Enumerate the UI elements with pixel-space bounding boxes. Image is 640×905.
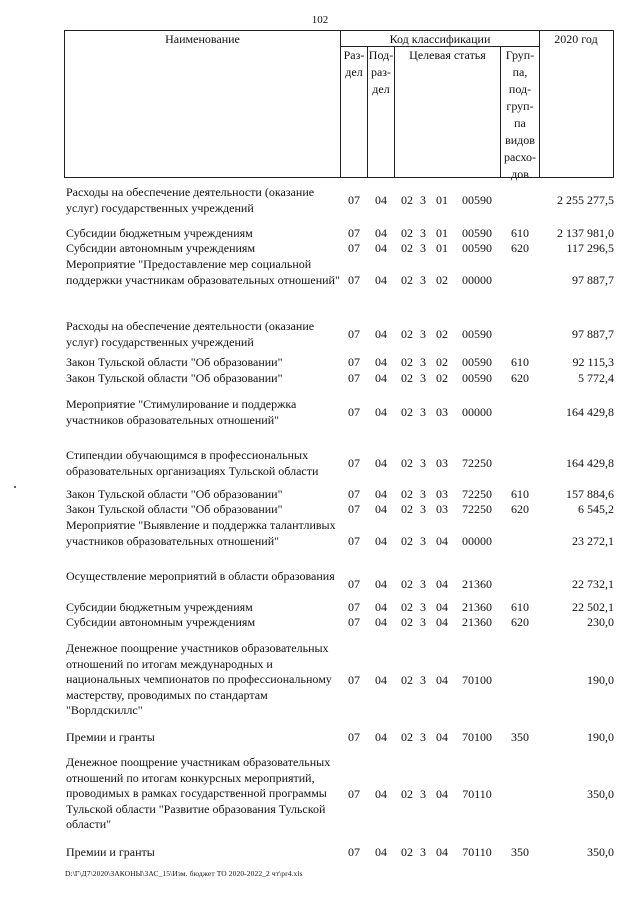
row-amount: 97 887,7	[572, 327, 614, 341]
code-c4: 00590	[462, 193, 492, 207]
row-name: Мероприятие "Выявление и поддержка талантливых участников образовательных отношений"	[66, 518, 336, 548]
table-row	[0, 226, 640, 241]
code-vr: 620	[511, 502, 529, 516]
code-c4: 00590	[462, 241, 492, 255]
code-c4: 00590	[462, 371, 492, 385]
row-amount: 164 429,8	[566, 405, 614, 419]
code-c4: 00590	[462, 226, 492, 240]
code-c4: 00000	[462, 273, 492, 287]
code-c3: 04	[436, 845, 448, 859]
code-c4: 00000	[462, 405, 492, 419]
table-row	[0, 371, 640, 386]
code-vr: 610	[511, 226, 529, 240]
code-pr: 04	[375, 241, 387, 255]
code-c1: 02	[401, 355, 413, 369]
code-c4: 70110	[462, 787, 492, 801]
code-c3: 04	[436, 577, 448, 591]
code-c1: 02	[401, 327, 413, 341]
code-c2: 3	[420, 193, 426, 207]
code-pr: 04	[375, 845, 387, 859]
code-rz: 07	[348, 241, 360, 255]
code-c1: 02	[401, 615, 413, 629]
row-amount: 5 772,4	[578, 371, 614, 385]
code-rz: 07	[348, 615, 360, 629]
code-c3: 04	[436, 615, 448, 629]
row-amount: 6 545,2	[578, 502, 614, 516]
code-c3: 01	[436, 241, 448, 255]
code-c3: 04	[436, 534, 448, 548]
row-name: Субсидии бюджетным учреждениям	[66, 600, 253, 614]
code-c3: 03	[436, 502, 448, 516]
code-c3: 04	[436, 787, 448, 801]
code-c1: 02	[401, 600, 413, 614]
code-c1: 02	[401, 273, 413, 287]
code-c3: 03	[436, 487, 448, 501]
code-pr: 04	[375, 273, 387, 287]
code-c2: 3	[420, 456, 426, 470]
code-c2: 3	[420, 487, 426, 501]
row-amount: 230,0	[587, 615, 614, 629]
table-row	[0, 355, 640, 370]
code-c1: 02	[401, 845, 413, 859]
code-vr: 610	[511, 355, 529, 369]
code-c2: 3	[420, 673, 426, 687]
code-pr: 04	[375, 327, 387, 341]
code-vr: 610	[511, 487, 529, 501]
row-amount: 190,0	[587, 673, 614, 687]
code-vr: 350	[511, 730, 529, 744]
row-amount: 22 732,1	[572, 577, 614, 591]
code-c3: 01	[436, 193, 448, 207]
code-pr: 04	[375, 193, 387, 207]
table-row	[0, 185, 640, 216]
row-amount: 2 255 277,5	[557, 193, 614, 207]
header-group: Груп- па, под- груп- па видов расхо- дов	[503, 48, 537, 181]
header-target: Целевая статья	[409, 48, 486, 62]
code-c2: 3	[420, 577, 426, 591]
code-rz: 07	[348, 502, 360, 516]
code-c3: 03	[436, 405, 448, 419]
table-row	[0, 845, 640, 860]
row-name: Мероприятие "Предоставление мер социальной поддержки участникам образовательных отношений"	[66, 257, 340, 287]
row-amount: 157 884,6	[566, 487, 614, 501]
code-c2: 3	[420, 273, 426, 287]
header-year: 2020 год	[554, 32, 598, 46]
code-c3: 01	[436, 226, 448, 240]
row-name: Субсидии бюджетным учреждениям	[66, 226, 253, 240]
code-c2: 3	[420, 615, 426, 629]
code-c4: 21360	[462, 615, 492, 629]
row-name: Мероприятие "Стимулирование и поддержка участников образовательных отношений"	[66, 397, 297, 427]
code-c4: 70110	[462, 845, 492, 859]
code-vr: 620	[511, 371, 529, 385]
code-c2: 3	[420, 371, 426, 385]
code-c3: 02	[436, 327, 448, 341]
code-pr: 04	[375, 405, 387, 419]
code-c1: 02	[401, 534, 413, 548]
code-c1: 02	[401, 502, 413, 516]
row-amount: 97 887,7	[572, 273, 614, 287]
row-name: Субсидии автономным учреждениям	[66, 615, 256, 629]
code-rz: 07	[348, 673, 360, 687]
code-pr: 04	[375, 355, 387, 369]
code-vr: 620	[511, 241, 529, 255]
code-rz: 07	[348, 226, 360, 240]
table-row	[0, 397, 640, 428]
row-name: Денежное поощрение участникам образовательных отношений по итогам конкурсных мероприятий, проводимых в рамках государственной программы Тульской области "Развитие образования Тульской области"	[66, 755, 331, 832]
header-name: Наименование	[165, 32, 240, 46]
row-amount: 22 502,1	[572, 600, 614, 614]
row-name: Расходы на обеспечение деятельности (оказание услуг) государственных учреждений	[66, 185, 315, 215]
code-c4: 72250	[462, 487, 492, 501]
code-c2: 3	[420, 355, 426, 369]
code-c1: 02	[401, 226, 413, 240]
code-rz: 07	[348, 577, 360, 591]
row-amount: 2 137 981,0	[557, 226, 614, 240]
code-c3: 02	[436, 371, 448, 385]
row-name: Стипендии обучающимся в профессиональных образовательных организациях Тульской области	[66, 448, 319, 478]
row-amount: 190,0	[587, 730, 614, 744]
row-name: Закон Тульской области "Об образовании"	[66, 487, 283, 501]
code-c2: 3	[420, 845, 426, 859]
row-amount: 117 296,5	[566, 241, 614, 255]
code-c1: 02	[401, 730, 413, 744]
code-rz: 07	[348, 487, 360, 501]
code-c4: 72250	[462, 502, 492, 516]
code-c4: 00000	[462, 534, 492, 548]
code-vr: 610	[511, 600, 529, 614]
code-c4: 21360	[462, 577, 492, 591]
table-row	[0, 569, 640, 600]
code-rz: 07	[348, 193, 360, 207]
code-c1: 02	[401, 371, 413, 385]
code-vr: 350	[511, 845, 529, 859]
code-pr: 04	[375, 226, 387, 240]
table-row	[0, 641, 640, 719]
table-row	[0, 241, 640, 256]
row-amount: 350,0	[587, 787, 614, 801]
code-c2: 3	[420, 787, 426, 801]
code-c3: 02	[436, 355, 448, 369]
code-pr: 04	[375, 371, 387, 385]
code-c2: 3	[420, 405, 426, 419]
code-c3: 04	[436, 673, 448, 687]
code-rz: 07	[348, 355, 360, 369]
row-amount: 350,0	[587, 845, 614, 859]
code-c1: 02	[401, 241, 413, 255]
code-rz: 07	[348, 327, 360, 341]
code-c3: 04	[436, 600, 448, 614]
code-c4: 70100	[462, 730, 492, 744]
table-row	[0, 730, 640, 745]
table-row	[0, 755, 640, 833]
row-name: Премии и гранты	[66, 845, 155, 859]
row-amount: 92 115,3	[572, 355, 614, 369]
row-name: Премии и гранты	[66, 730, 155, 744]
code-rz: 07	[348, 371, 360, 385]
code-c4: 72250	[462, 456, 492, 470]
code-pr: 04	[375, 577, 387, 591]
row-amount: 23 272,1	[572, 534, 614, 548]
header-subsection: Под- раз- дел	[368, 48, 394, 96]
code-c2: 3	[420, 327, 426, 341]
row-name: Закон Тульской области "Об образовании"	[66, 502, 283, 516]
code-rz: 07	[348, 845, 360, 859]
code-pr: 04	[375, 456, 387, 470]
table-row	[0, 600, 640, 615]
code-c4: 00590	[462, 355, 492, 369]
code-c1: 02	[401, 193, 413, 207]
code-c4: 00590	[462, 327, 492, 341]
row-name: Осуществление мероприятий в области образования	[66, 569, 335, 583]
table-row	[0, 518, 640, 565]
code-c1: 02	[401, 787, 413, 801]
code-c2: 3	[420, 241, 426, 255]
code-c1: 02	[401, 456, 413, 470]
code-c1: 02	[401, 405, 413, 419]
code-pr: 04	[375, 730, 387, 744]
code-pr: 04	[375, 502, 387, 516]
code-c3: 02	[436, 273, 448, 287]
row-name: Денежное поощрение участников образовательных отношений по итогам международных и национальных чемпионатов по профессиональному мастерству, проводимых по стандартам "Ворлдскиллс"	[66, 641, 332, 718]
file-path-footer: D:\Г\Д7\2020\ЗАКОНЫ\ЗАС_15\Изм. бюджет ТО 2020-2022_2 чт\pr4.xls	[65, 869, 303, 878]
row-name: Субсидии автономным учреждениям	[66, 241, 256, 255]
row-amount: 164 429,8	[566, 456, 614, 470]
code-c1: 02	[401, 673, 413, 687]
code-c2: 3	[420, 534, 426, 548]
code-rz: 07	[348, 273, 360, 287]
header-section: Раз- дел	[343, 48, 365, 79]
code-c3: 04	[436, 730, 448, 744]
code-c2: 3	[420, 600, 426, 614]
code-rz: 07	[348, 405, 360, 419]
code-rz: 07	[348, 787, 360, 801]
code-c3: 03	[436, 456, 448, 470]
table-row	[0, 319, 640, 350]
code-c1: 02	[401, 577, 413, 591]
code-pr: 04	[375, 615, 387, 629]
code-pr: 04	[375, 487, 387, 501]
row-name: Закон Тульской области "Об образовании"	[66, 371, 283, 385]
code-pr: 04	[375, 600, 387, 614]
header-code-group: Код классификации	[389, 32, 491, 46]
row-name: Закон Тульской области "Об образовании"	[66, 355, 283, 369]
code-pr: 04	[375, 673, 387, 687]
code-c4: 21360	[462, 600, 492, 614]
code-c2: 3	[420, 226, 426, 240]
table-row	[0, 502, 640, 517]
code-pr: 04	[375, 787, 387, 801]
code-rz: 07	[348, 600, 360, 614]
code-rz: 07	[348, 730, 360, 744]
code-c1: 02	[401, 487, 413, 501]
code-rz: 07	[348, 456, 360, 470]
scan-speck	[14, 486, 16, 488]
code-c2: 3	[420, 502, 426, 516]
code-c4: 70100	[462, 673, 492, 687]
code-pr: 04	[375, 534, 387, 548]
table-row	[0, 615, 640, 630]
row-name: Расходы на обеспечение деятельности (оказание услуг) государственных учреждений	[66, 319, 315, 349]
table-row	[0, 448, 640, 479]
table-row	[0, 257, 640, 304]
code-c2: 3	[420, 730, 426, 744]
code-vr: 620	[511, 615, 529, 629]
table-row	[0, 487, 640, 502]
code-rz: 07	[348, 534, 360, 548]
page-number: 102	[311, 14, 329, 26]
